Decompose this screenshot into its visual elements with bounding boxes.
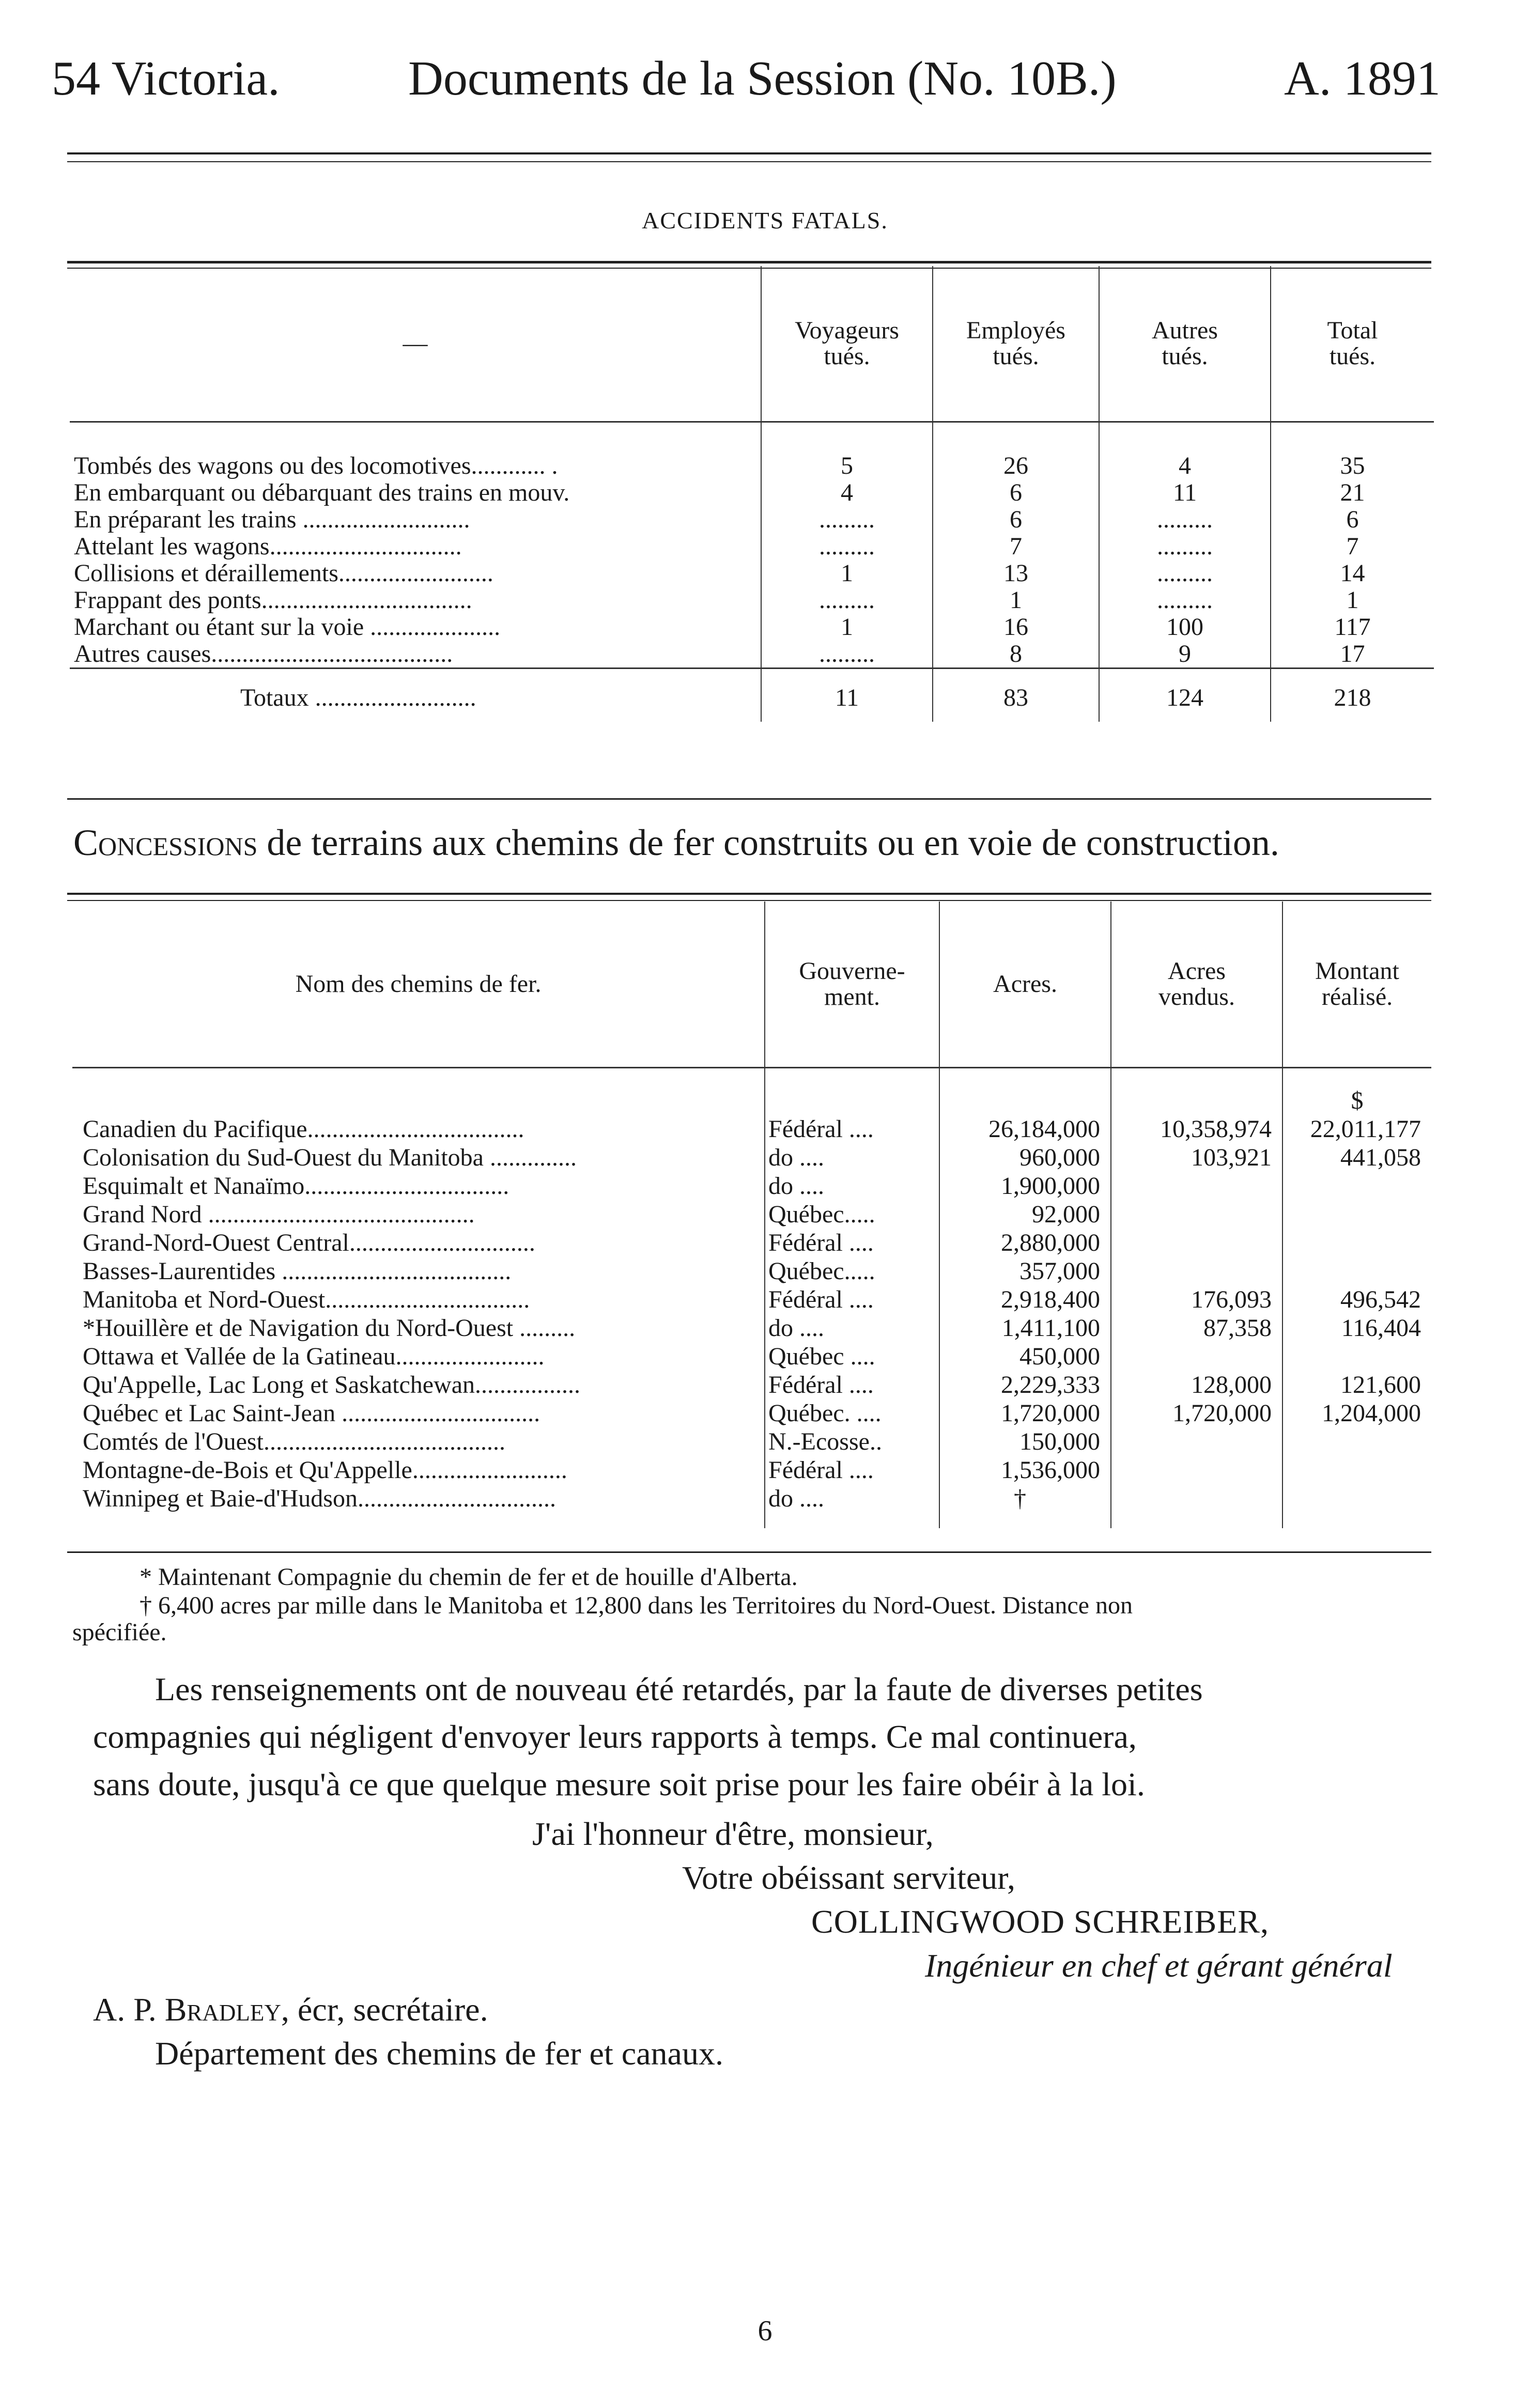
concessions-rule-top-2 [67, 900, 1431, 901]
concessions-body [72, 1115, 1431, 1528]
government-cell: Québec. .... [765, 1399, 939, 1427]
closing-line-2: Votre obéissant serviteur, [682, 1859, 1015, 1896]
accident-employes-cell: 6 [933, 506, 1099, 533]
accident-total-cell: 17 [1271, 641, 1434, 669]
concession-row [72, 1229, 1431, 1257]
accidents-rule-top [67, 261, 1431, 263]
accident-autres-cell: 100 [1099, 614, 1271, 641]
government-cell: do .... [765, 1172, 939, 1200]
accident-cause: Autres causes....................................... [74, 640, 453, 667]
department: Département des chemins de fer et canaux. [155, 2035, 723, 2072]
amount-realized-cell [1282, 1484, 1431, 1528]
concession-row [72, 1172, 1431, 1200]
acres-cell: 960,000 [939, 1143, 1111, 1172]
concessions-rule-bottom [67, 1551, 1431, 1553]
header-center: Documents de la Session (No. 10B.) [408, 52, 1117, 105]
acres-sold-cell [1111, 1229, 1282, 1257]
acres-sold-cell [1111, 1456, 1282, 1484]
total-autres: 124 [1099, 669, 1271, 722]
accident-total-cell: 14 [1271, 560, 1434, 587]
accident-row [70, 641, 1434, 669]
accident-voyageurs-cell: 1 [761, 614, 933, 641]
concession-row [72, 1342, 1431, 1371]
accident-autres-cell: ......... [1099, 587, 1271, 614]
col-header-autres: Autres tués. [1099, 266, 1271, 422]
acres-cell: 450,000 [939, 1342, 1111, 1371]
accident-voyageurs-cell: ......... [761, 587, 933, 614]
accident-total-cell: 7 [1271, 533, 1434, 560]
government-cell: N.-Ecosse.. [765, 1427, 939, 1456]
acres-sold-cell: 128,000 [1111, 1371, 1282, 1399]
acres-cell: 26,184,000 [939, 1115, 1111, 1143]
accident-total-cell: 117 [1271, 614, 1434, 641]
dollar-sign: $ [1282, 1068, 1431, 1115]
total-voyageurs: 11 [761, 669, 933, 722]
government-cell: Québec..... [765, 1200, 939, 1229]
total-total: 218 [1271, 669, 1434, 722]
addressee [93, 1989, 488, 2030]
acres-cell: 1,411,100 [939, 1314, 1111, 1342]
acres-sold-cell [1111, 1172, 1282, 1200]
government-cell: do .... [765, 1314, 939, 1342]
acres-sold-cell: 1,720,000 [1111, 1399, 1282, 1427]
accident-cause: Attelant les wagons............................... [74, 533, 462, 560]
accident-voyageurs-cell: ......... [761, 506, 933, 533]
acres-cell: 1,536,000 [939, 1456, 1111, 1484]
letter-line-3: sans doute, jusqu'à ce que quelque mesure soit prise pour les faire obéir à la loi. [93, 1766, 1145, 1803]
header-rule-bottom [67, 161, 1431, 162]
accident-voyageurs-cell: ......... [761, 641, 933, 669]
railway-name-cell: Grand-Nord-Ouest Central.............................. [83, 1229, 535, 1256]
acres-cell: 92,000 [939, 1200, 1111, 1229]
accident-autres-cell: ......... [1099, 560, 1271, 587]
accident-voyageurs-cell: 1 [761, 560, 933, 587]
accident-employes-cell: 16 [933, 614, 1099, 641]
accident-autres-cell: ......... [1099, 506, 1271, 533]
accidents-total-row [70, 669, 1434, 722]
railway-name-cell: Montagne-de-Bois et Qu'Appelle......................... [83, 1456, 567, 1484]
accident-autres-cell: 9 [1099, 641, 1271, 669]
header-right: A. 1891 [1284, 52, 1441, 105]
accidents-header-row [70, 266, 1434, 422]
acres-cell: 2,880,000 [939, 1229, 1111, 1257]
accident-cause: Marchant ou étant sur la voie ..................... [74, 613, 501, 641]
acres-cell: 1,900,000 [939, 1172, 1111, 1200]
acres-sold-cell [1111, 1200, 1282, 1229]
col-header-acres-vendus: Acres vendus. [1111, 902, 1282, 1068]
accident-row [70, 560, 1434, 587]
accident-total-cell: 21 [1271, 479, 1434, 506]
railway-name-cell: Basses-Laurentides ..................................... [83, 1257, 512, 1285]
concession-row [72, 1427, 1431, 1456]
accidents-stub-header: — [70, 266, 761, 422]
col-header-employes: Employés tués. [933, 266, 1099, 422]
concession-row [72, 1314, 1431, 1342]
government-cell: Fédéral .... [765, 1371, 939, 1399]
amount-realized-cell [1282, 1172, 1431, 1200]
government-cell: do .... [765, 1484, 939, 1528]
concessions-title [73, 821, 1279, 864]
page-number: 6 [758, 2315, 772, 2347]
footnote-star: * Maintenant Compagnie du chemin de fer et de houille d'Alberta. [140, 1563, 798, 1591]
concessions-title-caps: Concessions [73, 822, 258, 863]
col-header-name: Nom des chemins de fer. [72, 902, 765, 1068]
concession-row [72, 1456, 1431, 1484]
acres-cell: 150,000 [939, 1427, 1111, 1456]
amount-realized-cell [1282, 1200, 1431, 1229]
accident-voyageurs-cell: 5 [761, 422, 933, 480]
concessions-title-rest: de terrains aux chemins de fer construits ou en voie de construction. [257, 822, 1279, 863]
acres-sold-cell: 103,921 [1111, 1143, 1282, 1172]
amount-realized-cell [1282, 1257, 1431, 1285]
accident-employes-cell: 8 [933, 641, 1099, 669]
government-cell: Fédéral .... [765, 1115, 939, 1143]
footnote-dagger-cont: spécifiée. [72, 1619, 167, 1646]
accident-row [70, 587, 1434, 614]
letter-line-2: compagnies qui négligent d'envoyer leurs rapports à temps. Ce mal continuera, [93, 1718, 1137, 1755]
railway-name-cell: Esquimalt et Nanaïmo................................. [83, 1172, 509, 1200]
accident-employes-cell: 6 [933, 479, 1099, 506]
letter-line-1: Les renseignements ont de nouveau été retardés, par la faute de diverses petites [155, 1671, 1203, 1707]
accident-cause: En préparant les trains ........................... [74, 506, 470, 533]
government-cell: Québec..... [765, 1257, 939, 1285]
footnote-dagger: † 6,400 acres par mille dans le Manitoba et 12,800 dans les Territoires du Nord-Ouest. Distance non [140, 1592, 1133, 1619]
closing-line-1: J'ai l'honneur d'être, monsieur, [532, 1815, 934, 1852]
accident-total-cell: 6 [1271, 506, 1434, 533]
signature: COLLINGWOOD SCHREIBER, [811, 1903, 1269, 1940]
railway-name-cell: Qu'Appelle, Lac Long et Saskatchewan................. [83, 1371, 581, 1399]
acres-cell: 2,229,333 [939, 1371, 1111, 1399]
accident-autres-cell: ......... [1099, 533, 1271, 560]
acres-sold-cell [1111, 1257, 1282, 1285]
total-employes: 83 [933, 669, 1099, 722]
accident-employes-cell: 7 [933, 533, 1099, 560]
government-cell: do .... [765, 1143, 939, 1172]
amount-realized-cell: 121,600 [1282, 1371, 1431, 1399]
concession-row [72, 1484, 1431, 1528]
acres-sold-cell [1111, 1427, 1282, 1456]
accidents-table [70, 266, 1434, 722]
col-header-acres: Acres. [939, 902, 1111, 1068]
acres-cell: † [939, 1484, 1111, 1528]
acres-sold-cell [1111, 1342, 1282, 1371]
railway-name-cell: *Houillère et de Navigation du Nord-Ouest ......... [83, 1314, 576, 1342]
accident-total-cell: 1 [1271, 587, 1434, 614]
concession-row [72, 1257, 1431, 1285]
accident-cause: Tombés des wagons ou des locomotives............ . [74, 452, 558, 479]
accident-row [70, 479, 1434, 506]
col-header-voyageurs: Voyageurs tués. [761, 266, 933, 422]
accident-autres-cell: 11 [1099, 479, 1271, 506]
col-header-total: Total tués. [1271, 266, 1434, 422]
railway-name-cell: Grand Nord ........................................... [83, 1201, 475, 1228]
total-label: Totaux .......................... [70, 669, 761, 722]
concessions-table [72, 902, 1431, 1528]
accidents-body [70, 422, 1434, 669]
header-rule-top [67, 152, 1431, 154]
col-header-gouvernement: Gouverne- ment. [765, 902, 939, 1068]
amount-realized-cell [1282, 1427, 1431, 1456]
addressee-suffix: , écr, secrétaire. [281, 1991, 488, 2028]
government-cell: Fédéral .... [765, 1229, 939, 1257]
accident-total-cell: 35 [1271, 422, 1434, 480]
acres-sold-cell: 176,093 [1111, 1285, 1282, 1314]
header-left: 54 Victoria. [52, 52, 280, 105]
accidents-rule-bottom [67, 798, 1431, 800]
railway-name-cell: Ottawa et Vallée de la Gatineau........................ [83, 1343, 545, 1370]
amount-realized-cell: 496,542 [1282, 1285, 1431, 1314]
accident-voyageurs-cell: ......... [761, 533, 933, 560]
addressee-name: Bradley [164, 1991, 281, 2028]
accident-row [70, 614, 1434, 641]
amount-realized-cell: 22,011,177 [1282, 1115, 1431, 1143]
accidents-title: ACCIDENTS FATALS. [642, 207, 888, 234]
accident-employes-cell: 26 [933, 422, 1099, 480]
government-cell: Fédéral .... [765, 1456, 939, 1484]
accident-autres-cell: 4 [1099, 422, 1271, 480]
government-cell: Québec .... [765, 1342, 939, 1371]
acres-cell: 357,000 [939, 1257, 1111, 1285]
acres-cell: 1,720,000 [939, 1399, 1111, 1427]
acres-sold-cell: 87,358 [1111, 1314, 1282, 1342]
signature-title: Ingénieur en chef et gérant général [925, 1947, 1393, 1984]
col-header-montant: Montant réalisé. [1282, 902, 1431, 1068]
amount-realized-cell [1282, 1342, 1431, 1371]
amount-realized-cell [1282, 1229, 1431, 1257]
railway-name-cell: Comtés de l'Ouest....................................... [83, 1428, 505, 1455]
railway-name-cell: Manitoba et Nord-Ouest................................. [83, 1286, 530, 1313]
railway-name-cell: Canadien du Pacifique................................... [83, 1115, 524, 1143]
accident-row [70, 422, 1434, 480]
government-cell: Fédéral .... [765, 1285, 939, 1314]
addressee-prefix: A. P. [93, 1991, 165, 2028]
dollar-row [72, 1068, 1431, 1115]
concession-row [72, 1399, 1431, 1427]
amount-realized-cell: 116,404 [1282, 1314, 1431, 1342]
concession-row [72, 1115, 1431, 1143]
concession-row [72, 1143, 1431, 1172]
amount-realized-cell [1282, 1456, 1431, 1484]
acres-cell: 2,918,400 [939, 1285, 1111, 1314]
acres-sold-cell: 10,358,974 [1111, 1115, 1282, 1143]
concession-row [72, 1371, 1431, 1399]
accident-cause: Collisions et déraillements......................... [74, 560, 493, 587]
railway-name-cell: Winnipeg et Baie-d'Hudson................................ [83, 1485, 556, 1512]
railway-name-cell: Colonisation du Sud-Ouest du Manitoba .............. [83, 1144, 577, 1171]
accident-cause: Frappant des ponts.................................. [74, 586, 472, 614]
accident-cause: En embarquant ou débarquant des trains en mouv. [74, 479, 570, 506]
accident-employes-cell: 1 [933, 587, 1099, 614]
acres-sold-cell [1111, 1484, 1282, 1528]
accident-row [70, 506, 1434, 533]
concessions-header-row [72, 902, 1431, 1068]
accident-employes-cell: 13 [933, 560, 1099, 587]
amount-realized-cell: 1,204,000 [1282, 1399, 1431, 1427]
accident-row [70, 533, 1434, 560]
railway-name-cell: Québec et Lac Saint-Jean ................................ [83, 1400, 540, 1427]
accident-voyageurs-cell: 4 [761, 479, 933, 506]
concession-row [72, 1200, 1431, 1229]
concession-row [72, 1285, 1431, 1314]
amount-realized-cell: 441,058 [1282, 1143, 1431, 1172]
concessions-rule-top [67, 893, 1431, 895]
